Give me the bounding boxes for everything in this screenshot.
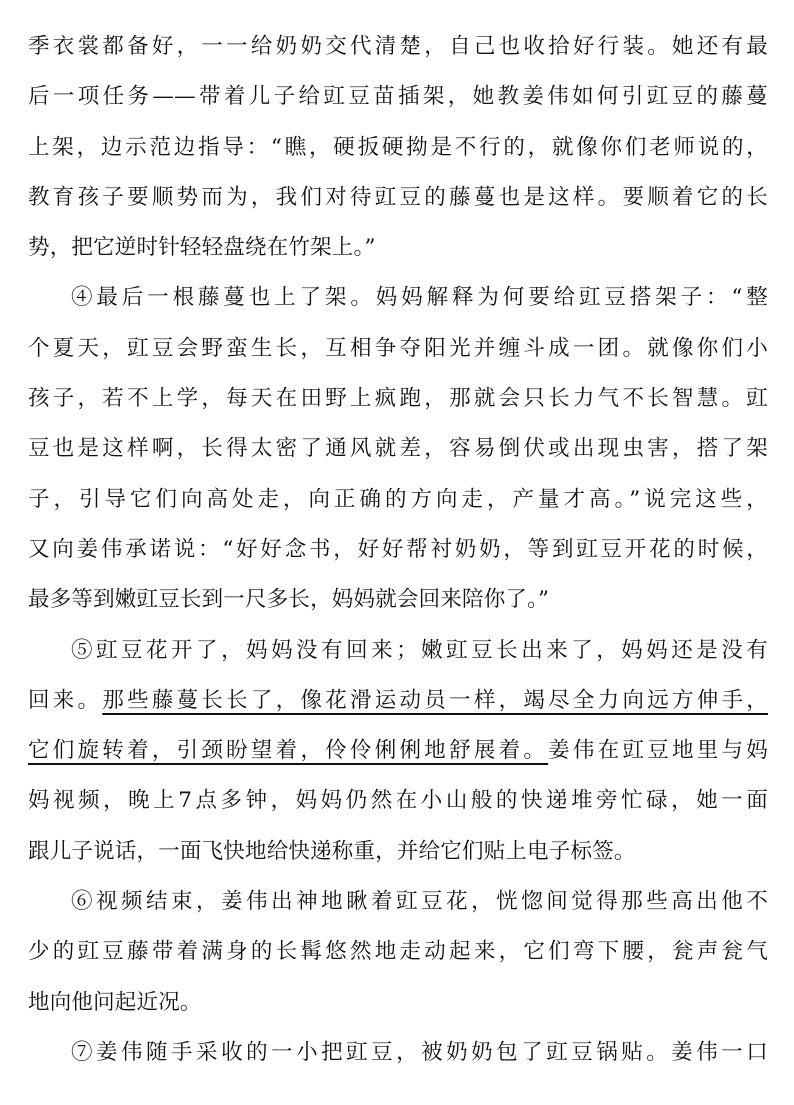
text-line: 地向他问起近况。 xyxy=(28,989,202,1015)
text-line: 教育孩子要顺势而为，我们对待豇豆的藤蔓也是这样。要顺着它的长 xyxy=(28,184,768,210)
text-line: 子，引导它们向高处走，向正确的方向走，产量才高。”说完这些， xyxy=(28,486,768,512)
text-line xyxy=(28,726,768,776)
plain-text: 回来。 xyxy=(28,687,103,713)
text-line: 妈视频，晚上7点多钟，妈妈仍然在小山般的快递堆旁忙碌，她一面 xyxy=(28,788,768,814)
text-line: 又向姜伟承诺说：“好好念书，好好帮衬奶奶，等到豇豆开花的时候， xyxy=(28,536,768,562)
text-line: 最多等到嫩豇豆长到一尺多长，妈妈就会回来陪你了。” xyxy=(28,587,550,613)
text-line: 豆也是这样啊，长得太密了通风就差，容易倒伏或出现虫害，搭了架 xyxy=(28,436,768,462)
underlined-sentence: 它们旋转着，引颈盼望着，伶伶俐俐地舒展着。 xyxy=(28,738,549,764)
paragraph-5-start: ⑤豇豆花开了，妈妈没有回来；嫩豇豆长出来了，妈妈还是没有 xyxy=(71,637,768,663)
text-line: 势，把它逆时针轻轻盘绕在竹架上。” xyxy=(28,235,376,261)
text-line: 季衣裳都备好，一一给奶奶交代清楚，自己也收拾好行装。她还有最 xyxy=(28,34,768,59)
underlined-sentence: 那些藤蔓长长了，像花滑运动员一样，竭尽全力向远方伸手， xyxy=(102,687,768,713)
text-line: 上架，边示范边指导：“瞧，硬扳硬拗是不行的，就像你们老师说的， xyxy=(28,134,768,160)
text-line: 少的豇豆藤带着满身的长髯悠然地走动起来，它们弯下腰，瓮声瓮气 xyxy=(28,939,768,965)
story-text xyxy=(28,22,768,1078)
paragraph-6-start: ⑥视频结束，姜伟出神地瞅着豇豆花，恍惚间觉得那些高出他不 xyxy=(71,889,768,915)
paragraph-4-start: ④最后一根藤蔓也上了架。妈妈解释为何要给豇豆搭架子：“整 xyxy=(71,285,768,311)
text-line: 跟儿子说话，一面飞快地给快递称重，并给它们贴上电子标签。 xyxy=(28,838,636,864)
text-line xyxy=(28,676,768,726)
plain-text: 姜伟在豇豆地里与妈 xyxy=(548,738,768,764)
text-line: 后一项任务——带着儿子给豇豆苗插架，她教姜伟如何引豇豆的藤蔓 xyxy=(28,84,768,110)
text-line: 孩子，若不上学，每天在田野上疯跑，那就会只长力气不长智慧。豇 xyxy=(28,386,768,412)
paragraph-7-start: ⑦姜伟随手采收的一小把豇豆，被奶奶包了豇豆锅贴。姜伟一口 xyxy=(71,1039,768,1065)
text-line: 个夏天，豇豆会野蛮生长，互相争夺阳光并缠斗成一团。就像你们小 xyxy=(28,335,768,361)
